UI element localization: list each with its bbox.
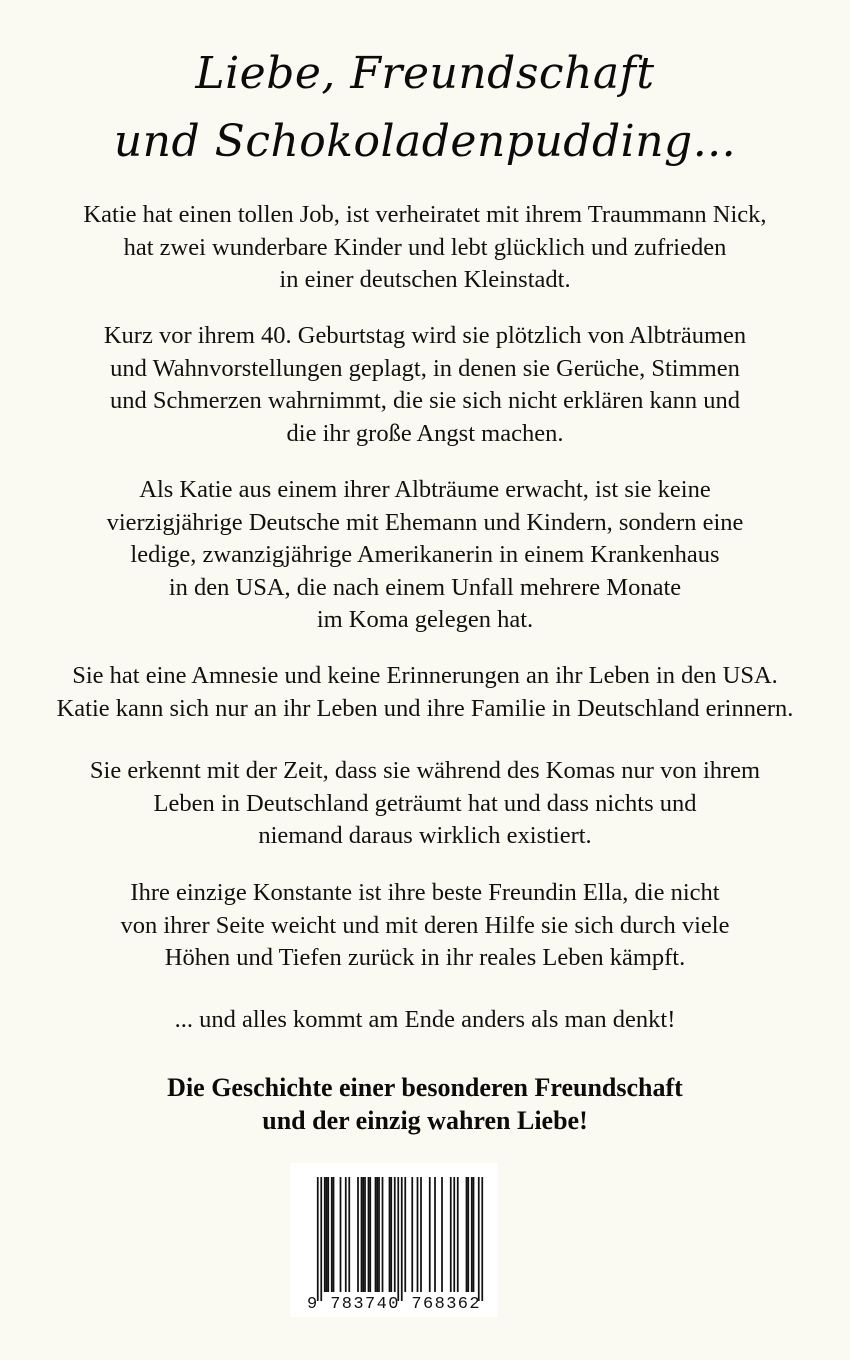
barcode-bar [376, 1177, 378, 1292]
blurb-paragraph-3 [0, 474, 850, 637]
barcode-bar [362, 1177, 364, 1292]
barcode-bar [394, 1177, 396, 1292]
blurb-line: Katie kann sich nur an ihr Leben und ihre Familie in Deutschland erinnern. [56, 694, 794, 722]
blurb-line: in einer deutschen Kleinstadt. [279, 266, 571, 293]
tagline-line-2: und der einzig wahren Liebe! [262, 1106, 588, 1135]
blurb-line: ... und alles kommt am Ende anders als man denkt! [174, 1006, 676, 1033]
barcode-bar [340, 1177, 342, 1292]
blurb-line: Katie hat einen tollen Job, ist verheiratet mit ihrem Traummann Nick, [83, 201, 767, 228]
barcode-bar [434, 1177, 436, 1292]
blurb-line: und Wahnvorstellungen geplagt, in denen sie Gerüche, Stimmen [110, 354, 740, 382]
barcode-bar [420, 1177, 422, 1292]
barcode-bar [390, 1177, 392, 1292]
tagline-line-1: Die Geschichte einer besonderen Freundschaft [167, 1073, 683, 1102]
barcode-bar [466, 1177, 468, 1292]
blurb-line: und Schmerzen wahrnimmt, die sie sich nicht erklären kann und [109, 387, 740, 414]
barcode-bar [481, 1177, 483, 1301]
blurb-line: Ihre einzige Konstante ist ihre beste Freundin Ella, die nicht [130, 879, 720, 906]
barcode-bar [324, 1177, 326, 1292]
blurb-line: Kurz vor ihrem 40. Geburtstag wird sie plötzlich von Albträumen [103, 322, 747, 349]
isbn-barcode [290, 1163, 498, 1317]
blurb-paragraph-4 [0, 660, 850, 725]
barcode-bar [375, 1177, 377, 1292]
isbn-number: 9 783740 768362 [306, 1295, 482, 1314]
barcode-bar [345, 1177, 347, 1292]
barcode-bar [364, 1177, 366, 1292]
blurb-line: niemand daraus wirklich existiert. [258, 822, 592, 849]
barcode-bar [473, 1177, 475, 1292]
barcode-bar [327, 1177, 329, 1292]
blurb-line: von ihrer Seite weicht und mit deren Hilfe sie sich durch viele [120, 911, 730, 939]
barcode-bar [333, 1177, 335, 1292]
blurb-paragraph-2 [0, 320, 850, 450]
barcode-bar [357, 1177, 359, 1292]
barcode-bar [382, 1177, 384, 1292]
book-title [0, 40, 850, 176]
blurb-line: Leben in Deutschland geträumt hat und dass nichts und [153, 789, 697, 817]
barcode-bar [457, 1177, 459, 1292]
barcode-bar [401, 1177, 403, 1301]
barcode-bar [389, 1177, 391, 1292]
barcode-bar [397, 1177, 399, 1301]
barcode-bar [411, 1177, 413, 1292]
blurb-paragraph-6 [0, 877, 850, 975]
barcode-bar [368, 1177, 370, 1292]
blurb-line: Als Katie aus einem ihrer Albträume erwacht, ist sie keine [139, 476, 711, 503]
blurb-line: Höhen und Tiefen zurück in ihr reales Leben kämpft. [164, 944, 686, 971]
barcode-bar [317, 1177, 319, 1301]
barcode-bar [378, 1177, 380, 1292]
book-title-line-2: und Schokoladenpudding... [113, 116, 737, 167]
barcode-bar [471, 1177, 473, 1292]
barcode-bar [361, 1177, 363, 1292]
blurb-line: ledige, zwanzigjährige Amerikanerin in einem Krankenhaus [130, 541, 720, 568]
barcode-bar [453, 1177, 455, 1292]
blurb-line: in den USA, die nach einem Unfall mehrere Monate [168, 573, 682, 601]
barcode-bar [331, 1177, 333, 1292]
barcode-bar [417, 1177, 419, 1292]
barcode-bar [320, 1177, 322, 1301]
blurb-line: hat zwei wunderbare Kinder und lebt glücklich und zufrieden [123, 233, 727, 261]
blurb-line: Sie erkennt mit der Zeit, dass sie während des Komas nur von ihrem [89, 757, 761, 784]
barcode-bar [429, 1177, 431, 1292]
blurb-line: die ihr große Angst machen. [286, 419, 564, 447]
book-title-line-1: Liebe, Freundschaft [195, 48, 655, 99]
barcode-bar [326, 1177, 328, 1292]
blurb-line: Sie hat eine Amnesie und keine Erinnerungen an ihr Leben in den USA. [72, 662, 778, 689]
barcode-bar [478, 1177, 480, 1301]
barcode-bar [369, 1177, 371, 1292]
barcode-bar [404, 1177, 406, 1292]
barcode-bar [467, 1177, 469, 1292]
blurb-line: im Koma gelegen hat. [316, 606, 534, 633]
barcode-bar [441, 1177, 443, 1292]
tagline [0, 1071, 850, 1137]
blurb-paragraph-7 [0, 1004, 850, 1037]
blurb-paragraph-5 [0, 755, 850, 853]
blurb-paragraph-1 [0, 199, 850, 297]
barcode-bar [450, 1177, 452, 1292]
blurb-line: vierzigjährige Deutsche mit Ehemann und Kindern, sondern eine [106, 508, 744, 536]
barcode-bars [290, 1163, 498, 1317]
barcode-bar [348, 1177, 350, 1292]
